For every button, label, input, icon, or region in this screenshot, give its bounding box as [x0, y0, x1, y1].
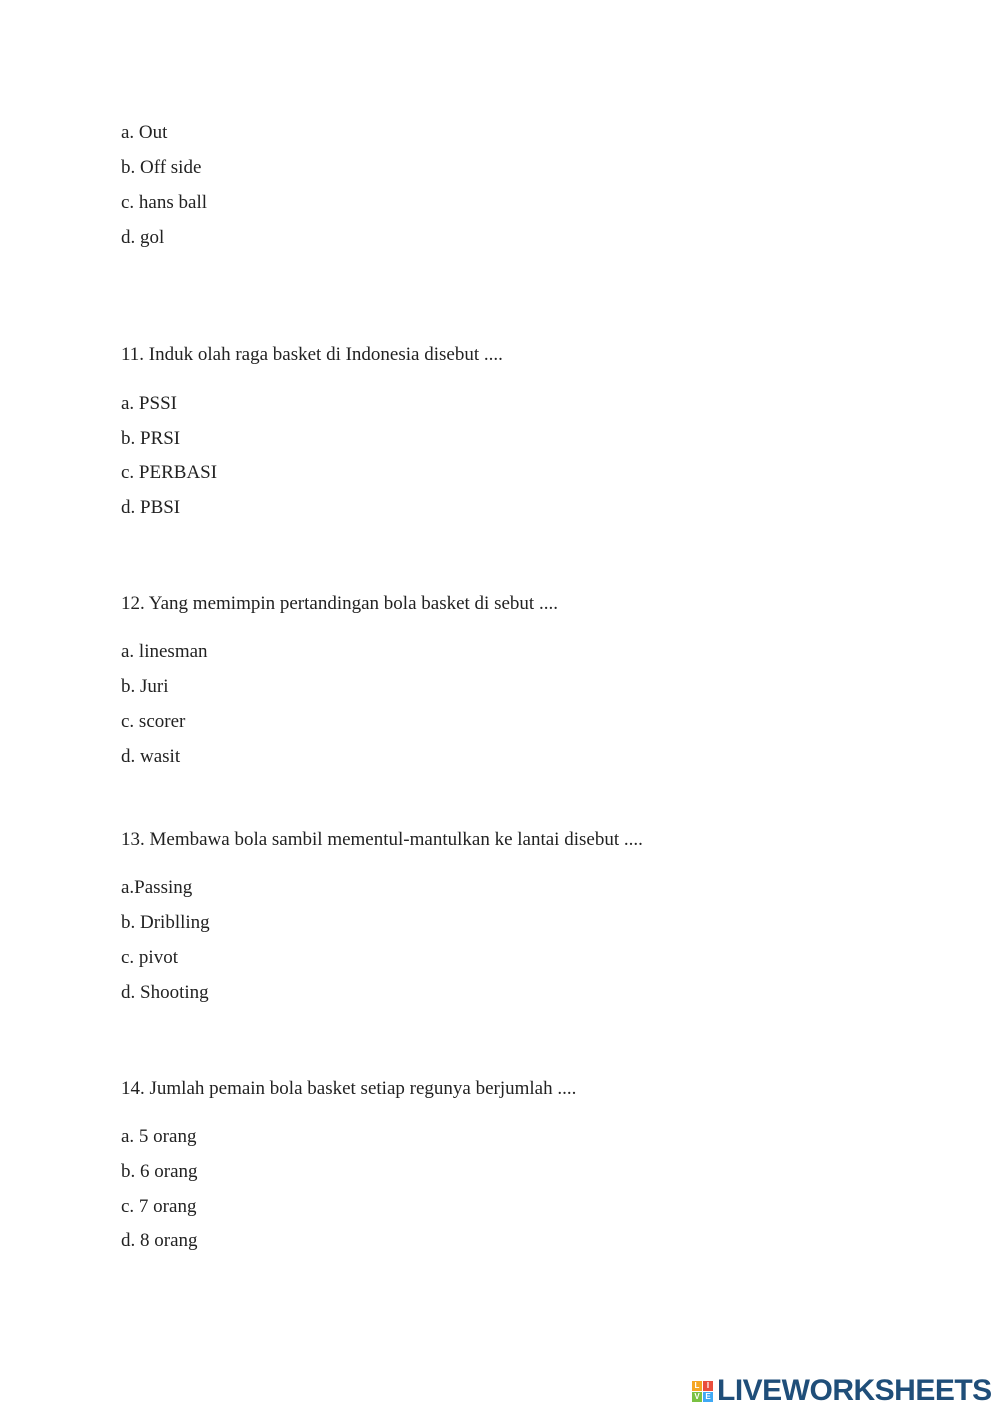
option-q12-b: b. Juri	[121, 676, 169, 697]
option-q13-d: d. Shooting	[121, 982, 209, 1003]
logo-mark-tile: I	[703, 1381, 713, 1391]
logo-mark-tile: V	[692, 1392, 702, 1402]
option-q12-c: c. scorer	[121, 711, 186, 732]
question-14: 14. Jumlah pemain bola basket setiap regunya berjumlah ....	[121, 1078, 577, 1099]
question-13: 13. Membawa bola sambil mementul-mantulkan ke lantai disebut ....	[121, 829, 643, 850]
liveworksheets-logo-icon	[692, 1381, 713, 1402]
option-q13-c: c. pivot	[121, 947, 178, 968]
question-12: 12. Yang memimpin pertandingan bola basket di sebut ....	[121, 593, 558, 614]
option-q13-b: b. Driblling	[121, 912, 210, 933]
option-q12-d: d. wasit	[121, 746, 181, 767]
option-q13-a: a.Passing	[121, 877, 193, 898]
logo-mark-tile: L	[692, 1381, 702, 1391]
liveworksheets-logo-text: LIVEWORKSHEETS	[717, 1374, 992, 1407]
question-11: 11. Induk olah raga basket di Indonesia disebut ....	[121, 344, 503, 365]
option-q10-b: b. Off side	[121, 157, 202, 178]
option-q14-d: d. 8 orang	[121, 1230, 198, 1251]
option-q10-a: a. Out	[121, 122, 168, 143]
option-q11-c: c. PERBASI	[121, 462, 218, 483]
option-q14-a: a. 5 orang	[121, 1126, 197, 1147]
option-q14-c: c. 7 orang	[121, 1196, 197, 1217]
option-q14-b: b. 6 orang	[121, 1161, 198, 1182]
option-q12-a: a. linesman	[121, 641, 208, 662]
option-q11-b: b. PRSI	[121, 428, 181, 449]
option-q11-d: d. PBSI	[121, 497, 181, 518]
liveworksheets-logo	[692, 1374, 992, 1408]
logo-mark-tile: E	[703, 1392, 713, 1402]
option-q11-a: a. PSSI	[121, 393, 177, 414]
option-q10-c: c. hans ball	[121, 192, 208, 213]
option-q10-d: d. gol	[121, 227, 165, 248]
